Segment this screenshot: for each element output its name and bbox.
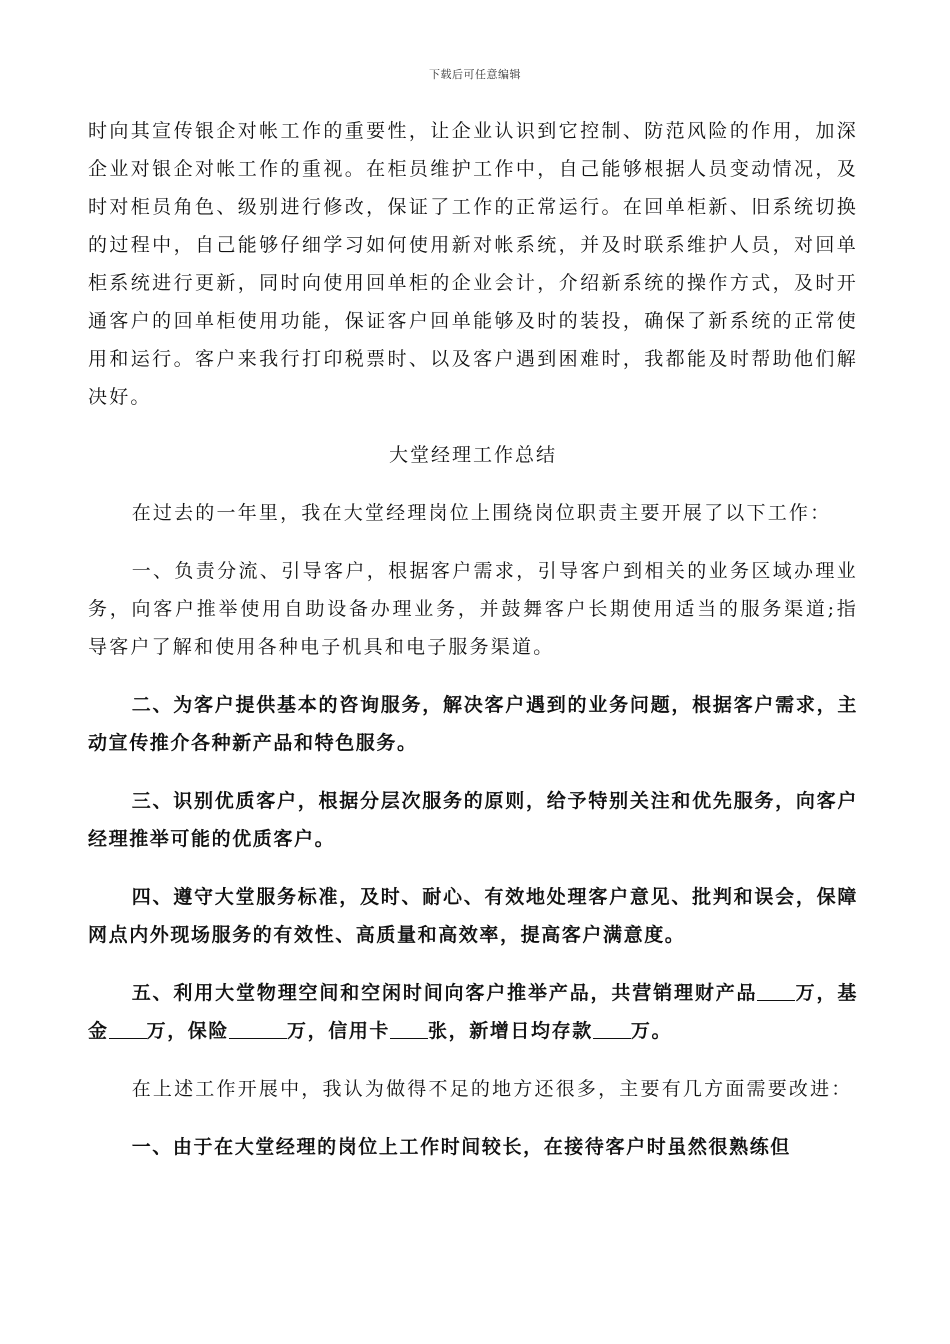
item5-text-4: 万，信用卡: [287, 1020, 391, 1042]
work-item-2: 二、为客户提供基本的咨询服务，解决客户遇到的业务问题，根据客户需求，主动宣传推介各种新产品和特色服务。: [88, 694, 858, 754]
work-item-5: [88, 974, 858, 1050]
item5-text-1: 五、利用大堂物理空间和空闲时间向客户推举产品，共营销理财产品: [131, 982, 758, 1004]
intro-paragraph: 时向其宣传银企对帐工作的重要性，让企业认识到它控制、防范风险的作用，加深企业对银企对帐工作的重视。在柜员维护工作中，自己能够根据人员变动情况，及时对柜员角色、级别进行修改，保证了工作的正常运行。在回单柜新、旧系统切换的过程中，自己能够仔细学习如何使用新对帐系统，并及时联系维护人员，对回单柜系统进行更新，同时向使用回单柜的企业会计，介绍新系统的操作方式，及时开通客户的回单柜使用功能，保证客户回单能够及时的装投，确保了新系统的正常使用和运行。客户来我行打印税票时、以及客户遇到困难时，我都能及时帮助他们解决好。: [88, 120, 858, 408]
blank-line: [109, 1017, 147, 1039]
blank-line: [593, 1017, 631, 1039]
page-header: 下载后可任意编辑: [429, 68, 521, 81]
work-item-1: 一、负责分流、引导客户，根据客户需求，引导客户到相关的业务区域办理业务，向客户推举使用自助设备办理业务，并鼓舞客户长期使用适当的服务渠道;指导客户了解和使用各种电子机具和电子服务渠道。: [88, 560, 858, 658]
item5-text-5: 张，新增日均存款: [428, 1020, 593, 1042]
section-title: 大堂经理工作总结: [388, 444, 557, 466]
item5-text-2: 万，基金: [88, 982, 858, 1042]
blank-line: [757, 979, 795, 1001]
work-item-3: 三、识别优质客户，根据分层次服务的原则，给予特别关注和优先服务，向客户经理推举可能的优质客户。: [88, 790, 858, 850]
work-item-4: 四、遵守大堂服务标准，及时、耐心、有效地处理客户意见、批判和误会，保障网点内外现场服务的有效性、高质量和高效率，提高客户满意度。: [88, 886, 858, 946]
blank-line: [229, 1017, 287, 1039]
item5-text-3: 万，保险: [146, 1020, 230, 1042]
document-body: [88, 112, 858, 1166]
blank-line: [390, 1017, 428, 1039]
item5-text-6: 万。: [630, 1020, 673, 1042]
shortcoming-item-1: 一、由于在大堂经理的岗位上工作时间较长，在接待客户时虽然很熟练但: [131, 1136, 791, 1158]
summary-intro-paragraph: 在过去的一年里，我在大堂经理岗位上围绕岗位职责主要开展了以下工作：: [131, 502, 832, 524]
shortcomings-intro-paragraph: 在上述工作开展中，我认为做得不足的地方还很多，主要有几方面需要改进：: [131, 1078, 853, 1100]
